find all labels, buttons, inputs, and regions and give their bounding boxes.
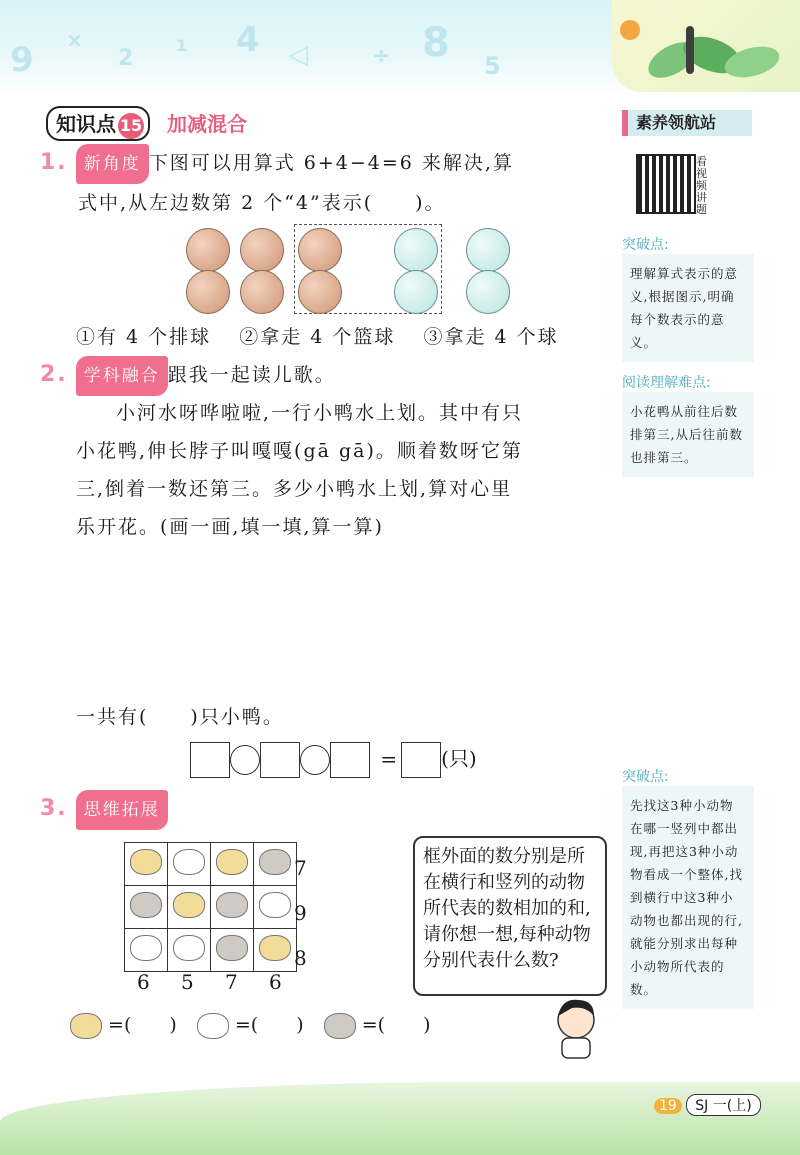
dog-icon (216, 849, 248, 875)
grid-cell (168, 929, 211, 972)
unit-label: (只) (441, 746, 477, 771)
grid-cell (254, 929, 297, 972)
bear-icon (216, 935, 248, 961)
basketball-icon (298, 270, 342, 314)
option-3[interactable]: ③拿走 4 个球 (423, 326, 559, 348)
dog-icon (173, 892, 205, 918)
boy-icon (548, 996, 604, 1060)
question-text: 式中,从左边数第 2 个“4”表示( )。 (78, 192, 446, 214)
bear-icon (259, 849, 291, 875)
tip-heading: 阅读理解难点: (622, 375, 711, 391)
basketball-icon (240, 270, 284, 314)
row-sum: 7 (294, 856, 307, 880)
question-text: 下图可以用算式 6+4−4=6 来解决,算 (148, 152, 514, 174)
balls-illustration (184, 226, 514, 316)
total-ducks-line: 一共有( )只小鸭。 (76, 706, 284, 728)
tip-3 (622, 766, 754, 1009)
basketball-icon (240, 228, 284, 272)
grid-row (125, 929, 297, 972)
knowledge-label: 知识点 (56, 112, 116, 136)
bear-answer[interactable]: =( ) (361, 1014, 431, 1036)
volleyball-icon (394, 228, 438, 272)
basketball-icon (186, 228, 230, 272)
dog-icon (70, 1013, 102, 1039)
question-tag: 学科融合 (76, 356, 168, 396)
bear-icon (216, 892, 248, 918)
grid-cell (125, 843, 168, 886)
deco-glyph: 9 (10, 40, 34, 80)
cow-icon (173, 849, 205, 875)
knowledge-badge (46, 106, 150, 141)
book-label: SJ 一(上) (686, 1094, 760, 1116)
answer-box[interactable] (330, 742, 370, 778)
deco-glyph: ÷ (372, 44, 391, 69)
tip-text: 小花鸭从前往后数排第三,从后往前数也排第三。 (622, 392, 754, 477)
col-sum: 6 (137, 970, 150, 994)
question-tag: 思维拓展 (76, 790, 168, 830)
answer-box[interactable] (401, 742, 441, 778)
footer-hill (0, 1082, 800, 1155)
deco-glyph: 5 (484, 52, 501, 80)
page-number: 19 (654, 1098, 682, 1114)
option-1[interactable]: ①有 4 个排球 (76, 326, 212, 348)
qr-caption: 看 视 频 讲 题 (696, 155, 707, 216)
question-number: 3. (40, 796, 68, 821)
tip-heading: 突破点: (622, 769, 669, 785)
grid-row (125, 886, 297, 929)
tip-1 (622, 234, 754, 362)
bear-icon (324, 1013, 356, 1039)
leaf-icon (612, 0, 800, 92)
grid-cell (125, 929, 168, 972)
question-2 (40, 356, 620, 396)
answer-box[interactable] (190, 742, 230, 778)
col-sums (137, 970, 313, 994)
tip-text: 先找这3种小动物在哪一竖列中都出现,再把这3种小动物看成一个整体,找到横行中这3种小动物也都出现的行,就能分别求出每种小动物所代表的数。 (622, 786, 754, 1009)
col-sum: 7 (225, 970, 238, 994)
col-sum: 6 (269, 970, 282, 994)
grid-cell (211, 929, 254, 972)
grid-cell (211, 843, 254, 886)
grid-cell (254, 886, 297, 929)
volleyball-icon (394, 270, 438, 314)
operator-circle[interactable] (230, 745, 260, 775)
poem-line: 三,倒着一数还第三。多少小鸭水上划,算对心里 (76, 478, 513, 500)
cow-icon (197, 1013, 229, 1039)
deco-glyph: ◁ (288, 40, 308, 70)
col-sum: 5 (181, 970, 194, 994)
equation-row (190, 742, 477, 778)
knowledge-point-header (46, 106, 247, 141)
tip-2 (622, 372, 754, 477)
dog-answer[interactable]: =( ) (108, 1014, 177, 1036)
poem-line: 乐开花。(画一画,填一填,算一算) (76, 516, 384, 538)
dog-icon (259, 935, 291, 961)
option-2[interactable]: ②拿走 4 个篮球 (239, 326, 396, 348)
question-number: 1. (40, 150, 68, 175)
cow-icon (259, 892, 291, 918)
poem-line: 小花鸭,伸长脖子叫嘎嘎(gā gā)。顺着数呀它第 (76, 440, 523, 462)
deco-glyph: 4 (236, 20, 260, 60)
volleyball-icon (466, 228, 510, 272)
page-info (654, 1094, 761, 1116)
question-number: 2. (40, 362, 68, 387)
poem (76, 394, 616, 546)
question-3 (40, 790, 168, 830)
deco-glyph: 8 (422, 20, 450, 66)
answer-box[interactable] (260, 742, 300, 778)
grid-cell (125, 886, 168, 929)
grid-cell (168, 843, 211, 886)
deco-glyph: 2 (118, 46, 134, 71)
volleyball-icon (466, 270, 510, 314)
animal-grid (124, 842, 297, 972)
question-1 (40, 144, 620, 222)
poem-line: 小河水呀哗啦啦,一行小鸭水上划。其中有只 (116, 402, 524, 424)
deco-glyph: × (66, 28, 83, 52)
q1-options (76, 318, 616, 356)
grid-cell (168, 886, 211, 929)
qr-code[interactable] (636, 154, 696, 214)
row-sums (294, 846, 307, 981)
tip-text: 理解算式表示的意义,根据图示,明确每个数表示的意义。 (622, 254, 754, 362)
tip-heading: 突破点: (622, 237, 669, 253)
operator-circle[interactable] (300, 745, 330, 775)
deco-glyph: 1 (176, 36, 188, 55)
corner-decoration (612, 0, 800, 92)
cow-icon (130, 935, 162, 961)
row-sum: 9 (294, 901, 307, 925)
sidebar-title: 素养领航站 (622, 110, 752, 136)
answer-row (70, 1010, 430, 1039)
question-text: 跟我一起读儿歌。 (167, 364, 336, 386)
cow-answer[interactable]: =( ) (234, 1014, 304, 1036)
speech-bubble: 框外面的数分别是所在横行和竖列的动物所代表的数相加的和,请你想一想,每种动物分别代表什么数? (413, 836, 607, 996)
bear-icon (130, 892, 162, 918)
knowledge-number: 15 (118, 113, 144, 139)
grid-row (125, 843, 297, 886)
row-sum: 8 (294, 946, 307, 970)
basketball-icon (298, 228, 342, 272)
grid-cell (254, 843, 297, 886)
equals-sign: = (380, 746, 398, 771)
dog-icon (130, 849, 162, 875)
question-tag: 新角度 (76, 144, 149, 184)
knowledge-topic: 加减混合 (166, 112, 247, 136)
grid-cell (211, 886, 254, 929)
cow-icon (173, 935, 205, 961)
basketball-icon (186, 270, 230, 314)
